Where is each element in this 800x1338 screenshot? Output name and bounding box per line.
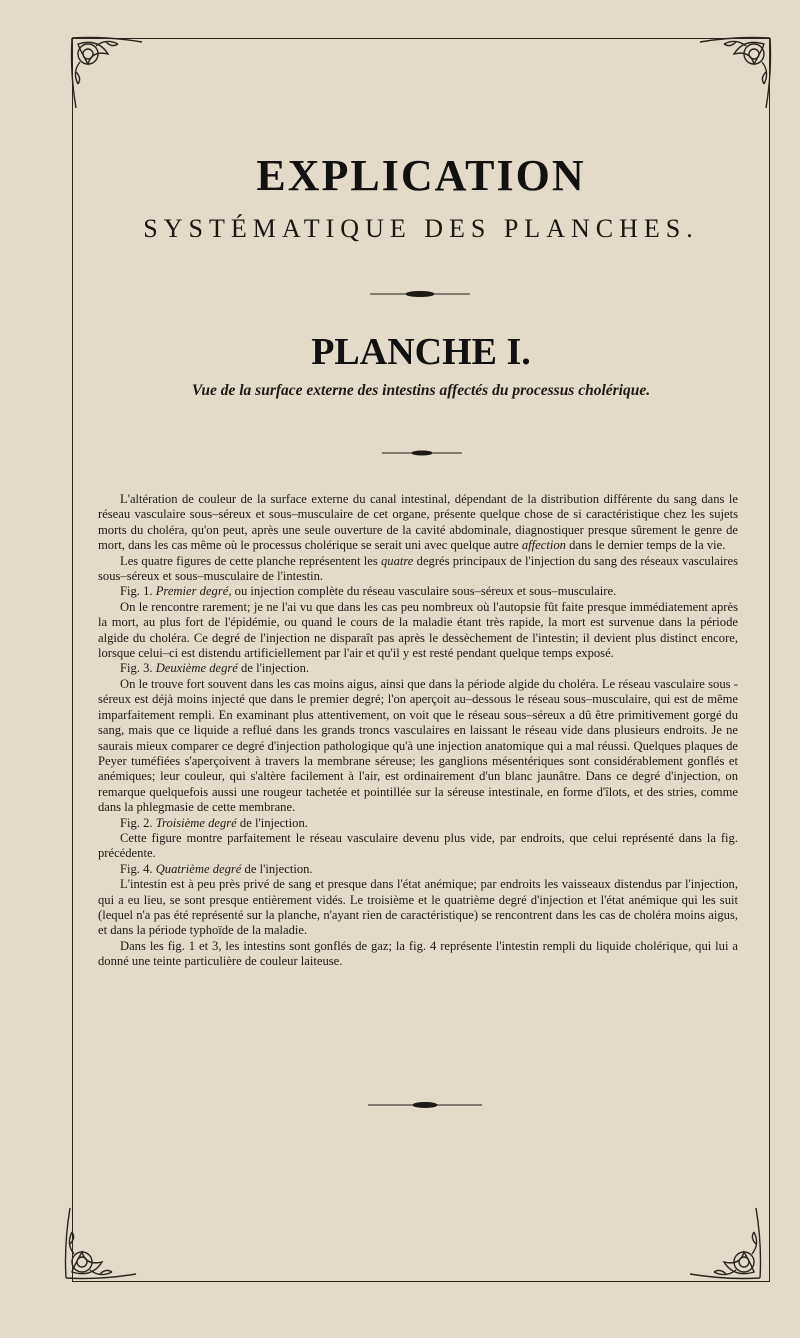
corner-ornament-icon	[696, 32, 776, 112]
paragraph: On le rencontre rarement; je ne l'ai vu que dans les cas peu nombreux où l'autopsie fût faite presque immédiatement après la mort, au plus fort de l'épidémie, ou quand le cours de la maladie étant très rapide, la mort est survenue dans la période algide du choléra. Ce degré de l'injection ne disparaît pas après le dessèchement de l'intestin; il devient plus distinct encore, lorsque celui–ci est distendu artificiellement par l'air et qu'il y est resté pendant quelque temps exposé.	[98, 599, 738, 661]
paragraph: Les quatre figures de cette planche représentent les quatre degrés principaux de l'injection du sang des réseaux vasculaires sous–séreux et sous–musculaire de l'intestin.	[98, 553, 738, 584]
body-text	[98, 492, 738, 970]
ornamental-rule-icon	[382, 445, 462, 455]
figure-heading: Fig. 4. Quatrième degré de l'injection.	[120, 861, 313, 876]
paragraph: L'intestin est à peu près privé de sang et presque dans l'état anémique; par endroits les vaisseaux distendus par l'injection, qui a eu lieu, se sont presque entièrement vidés. Le troisième et le quatrième degré d'injection et l'état anémique qui les suit (lequel n'a pas été représenté sur la planche, n'ayant rien de caractéristique) se rencontrent dans les cas de choléra moins aigus, et dans la période typhoïde de la maladie.	[98, 877, 738, 938]
figure-heading: Fig. 1. Premier degré, ou injection complète du réseau vasculaire sous–séreux et sous–musculaire.	[120, 584, 617, 599]
plate-caption: Vue de la surface externe des intestins affectés du processus cholérique.	[191, 382, 651, 399]
page-subtitle: SYSTÉMATIQUE DES PLANCHES.	[143, 214, 699, 243]
ornamental-rule-icon	[370, 286, 470, 296]
paragraph: Cette figure montre parfaitement le réseau vasculaire devenu plus vide, par endroits, que celui représenté dans la fig. précédente.	[98, 830, 738, 861]
ornamental-rule-icon	[368, 1097, 482, 1107]
page-title: EXPLICATION	[256, 151, 586, 200]
figure-heading: Fig. 2. Troisième degré de l'injection.	[120, 815, 308, 830]
paragraph: Dans les fig. 1 et 3, les intestins sont gonflés de gaz; la fig. 4 représente l'intestin rempli du liquide cholérique, qui lui a donné une teinte particulière de couleur laiteuse.	[98, 938, 738, 969]
corner-ornament-icon	[686, 1204, 766, 1284]
paragraph: On le trouve fort souvent dans les cas moins aigus, ainsi que dans la période algide du choléra. Le réseau vasculaire sous - séreux est déjà moins injecté que dans le premier degré; l'on aperçoit au–dessous le réseau sous–musculaire, qui est de même imparfaitement rempli. En examinant plus attentivement, on voit que le réseau sous–séreux a dû être primitivement gorgé du sang, mais que ce liquide a reflué dans les grands troncs vasculaires en laissant le réseau vide dans plusieurs endroits. Je ne saurais mieux comparer ce degré d'injection pathologique qu'à une injection anatomique qui a mal réussi. Quelques plaques de Peyer tuméfiées s'aperçoivent à travers la membrane séreuse; les ganglions mésentériques sont considérablement gonflés et anémiques; leur couleur, qui s'altère facilement à l'air, est ordinairement d'un blanc jaunâtre. Dans ce degré d'injection, on remarque quelquefois aussi une rougeur tachetée et pointillée sur la séreuse intestinale, en forme d'îlots, et des stries, comme dans la phlegmasie de cette membrane.	[98, 676, 738, 815]
figure-heading: Fig. 3. Deuxième degré de l'injection.	[120, 661, 310, 676]
corner-ornament-icon	[60, 1204, 140, 1284]
paragraph: L'altération de couleur de la surface externe du canal intestinal, dépendant de la distribution différente du sang dans le réseau vasculaire sous–séreux et sous–musculaire de cet organe, présente quelque chose de si caractéristique chez les sujets morts du choléra, qu'on peut, après une seule ouverture de la cavité abdominale, diagnostiquer presque sûrement le genre de mort, dans les cas même où le processus cholérique se serait uni avec quelque autre affection dans le dernier temps de la vie.	[98, 492, 738, 553]
plate-heading: PLANCHE I.	[311, 331, 531, 373]
corner-ornament-icon	[66, 32, 146, 112]
